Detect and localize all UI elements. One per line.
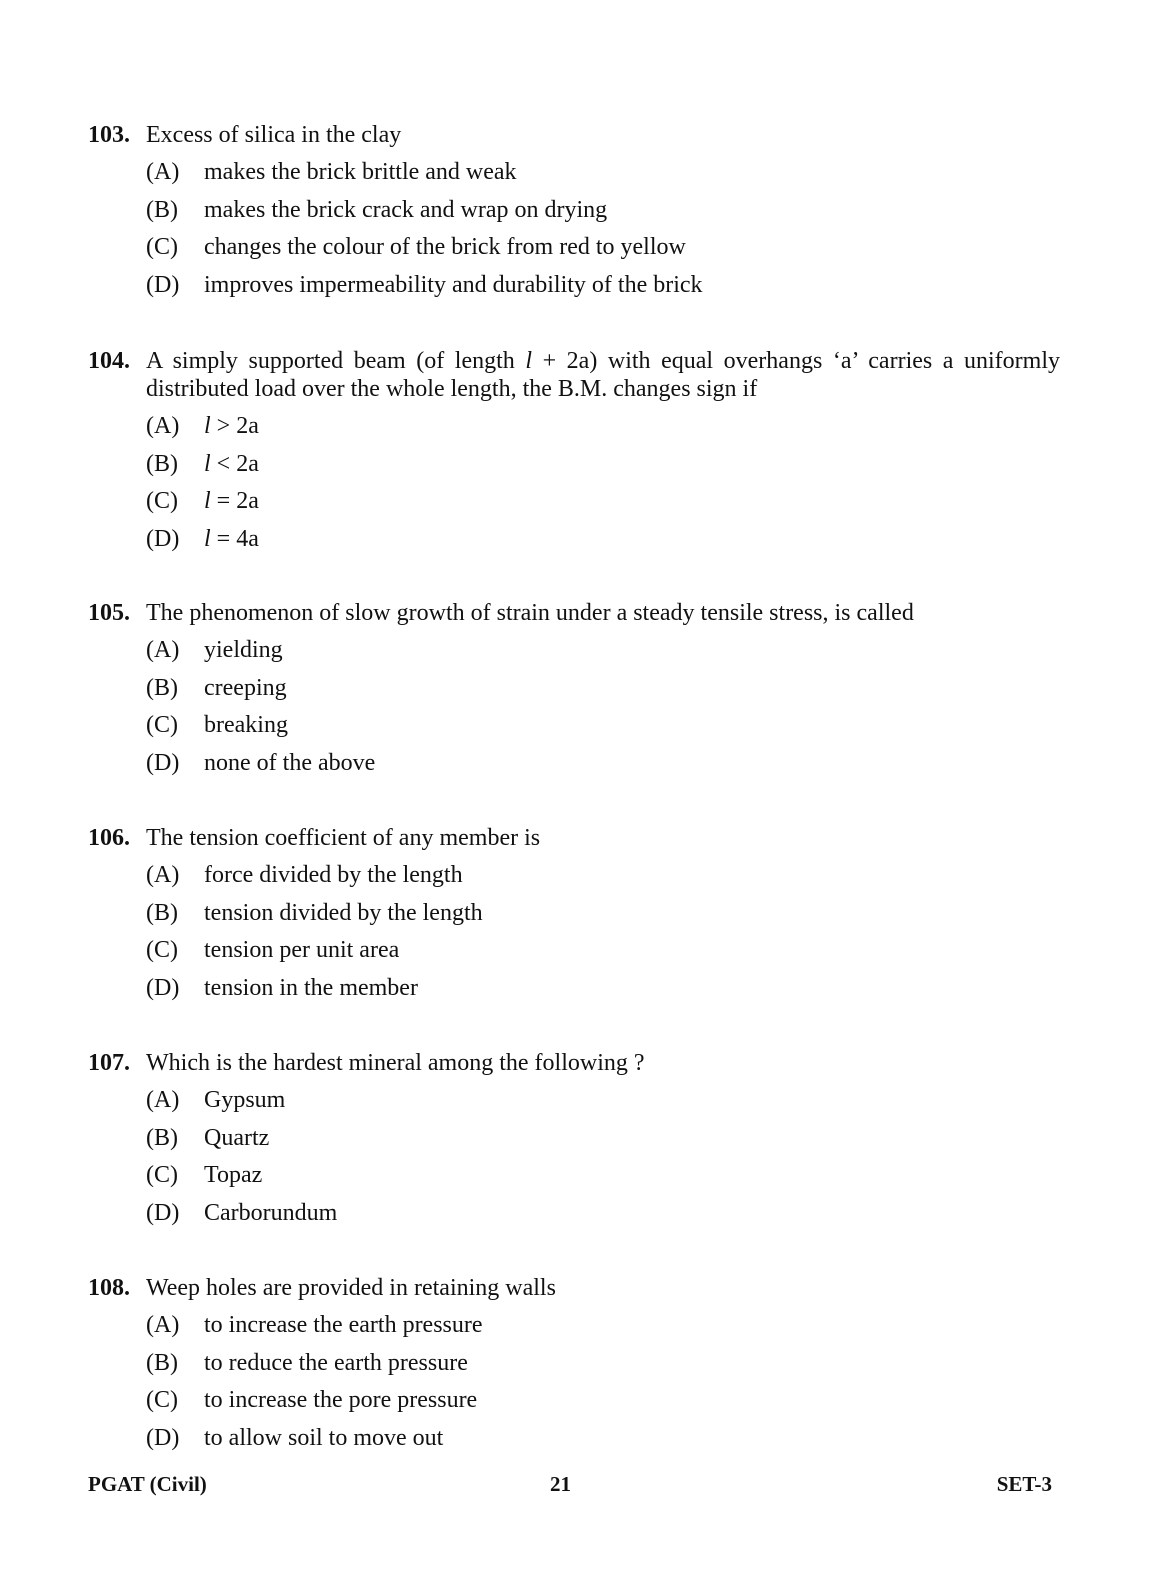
question-text: Which is the hardest mineral among the following ? [146,1050,645,1076]
option-c [146,487,1060,515]
question-text: Excess of silica in the clay [146,122,402,148]
option-text: > 2a [210,413,259,439]
option-text: to allow soil to move out [204,1424,444,1451]
option-text: none of the above [204,749,376,776]
option-letter: (C) [146,488,178,514]
option-letter: (D) [146,974,180,1001]
option-text: creeping [204,674,287,701]
option-letter: (C) [146,712,178,738]
option-letter: (A) [146,862,180,888]
option-c [146,711,1060,739]
option-letter: (C) [146,1162,178,1188]
question-106 [88,824,1060,1011]
option-b [146,1124,1060,1152]
math-variable-l: l [525,348,533,374]
option-c [146,936,1060,964]
option-text: = 2a [210,488,259,514]
question-stem [88,599,1060,627]
question-text [146,347,1060,403]
option-text: yielding [204,637,283,663]
option-letter: (A) [146,1312,180,1338]
question-stem [88,1049,1060,1077]
option-d [146,525,1060,553]
question-text: Weep holes are provided in retaining walls [146,1275,556,1301]
option-d [146,1199,1060,1227]
option-text: tension in the member [204,974,418,1001]
question-stem [88,121,1060,149]
question-104 [88,347,1060,562]
math-variable-l: l [204,488,211,514]
option-letter: (D) [146,749,180,776]
option-letter: (A) [146,637,180,663]
option-letter: (D) [146,525,180,552]
question-107 [88,1049,1060,1236]
option-text: tension divided by the length [204,899,483,926]
option-letter: (B) [146,1124,178,1151]
option-text: < 2a [210,450,259,477]
option-d [146,271,1060,299]
option-letter: (B) [146,450,178,477]
option-text: makes the brick brittle and weak [204,159,517,185]
option-letter: (A) [146,159,180,185]
option-b [146,899,1060,927]
option-d [146,1424,1060,1452]
question-number: 107. [88,1050,130,1076]
question-number: 103. [88,122,130,148]
option-list [146,158,1060,299]
question-text: The tension coefficient of any member is [146,825,541,851]
option-list [146,1311,1060,1452]
question-stem [88,347,1060,403]
question-text-part: A simply supported beam (of length [146,348,526,374]
option-b [146,674,1060,702]
option-letter: (B) [146,674,178,701]
option-letter: (A) [146,1087,180,1113]
option-letter: (B) [146,1349,178,1376]
math-variable-l: l [204,450,211,477]
option-a [146,861,1060,889]
page-footer [88,1472,1052,1500]
option-a [146,158,1060,186]
option-a [146,1311,1060,1339]
page-number: 21 [550,1472,571,1496]
option-b [146,450,1060,478]
option-text: breaking [204,712,288,738]
option-c [146,1386,1060,1414]
option-a [146,412,1060,440]
math-variable-l: l [204,525,211,552]
option-b [146,196,1060,224]
math-variable-l: l [204,413,211,439]
option-text: Gypsum [204,1087,286,1113]
option-list [146,412,1060,553]
option-c [146,1161,1060,1189]
set-code: SET-3 [996,1472,1052,1496]
question-number: 105. [88,600,130,626]
question-number: 104. [88,348,130,374]
question-105 [88,599,1060,786]
option-letter: (D) [146,1199,180,1226]
option-text: improves impermeability and durability of the brick [204,271,703,298]
option-letter: (C) [146,937,178,963]
option-list [146,861,1060,1002]
question-108 [88,1274,1060,1461]
option-text: to increase the pore pressure [204,1387,478,1413]
question-stem [88,824,1060,852]
question-number: 106. [88,825,130,851]
option-c [146,233,1060,261]
option-letter: (C) [146,234,178,260]
option-text: force divided by the length [204,862,463,888]
question-number: 108. [88,1275,130,1301]
question-stem [88,1274,1060,1302]
question-text-part: + 2a) with equal overhangs ‘a’ carries a uniformly distributed load over the whole length, the B.M. changes sign if [146,348,1060,402]
option-text: Topaz [204,1162,263,1188]
question-text: The phenomenon of slow growth of strain under a steady tensile stress, is called [146,600,914,626]
option-text: to increase the earth pressure [204,1312,483,1338]
option-b [146,1349,1060,1377]
option-d [146,749,1060,777]
option-text: tension per unit area [204,937,400,963]
option-letter: (D) [146,271,180,298]
option-text: Carborundum [204,1199,338,1226]
option-letter: (B) [146,196,178,223]
question-103 [88,121,1060,308]
option-d [146,974,1060,1002]
option-list [146,1086,1060,1227]
option-text: Quartz [204,1124,270,1151]
option-a [146,636,1060,664]
option-letter: (A) [146,413,180,439]
option-list [146,636,1060,777]
option-letter: (B) [146,899,178,926]
option-text: to reduce the earth pressure [204,1349,468,1376]
option-text: = 4a [210,525,259,552]
option-text: changes the colour of the brick from red to yellow [204,234,686,260]
option-a [146,1086,1060,1114]
option-text: makes the brick crack and wrap on drying [204,196,608,223]
option-letter: (C) [146,1387,178,1413]
exam-name: PGAT (Civil) [88,1472,207,1496]
option-letter: (D) [146,1424,180,1451]
